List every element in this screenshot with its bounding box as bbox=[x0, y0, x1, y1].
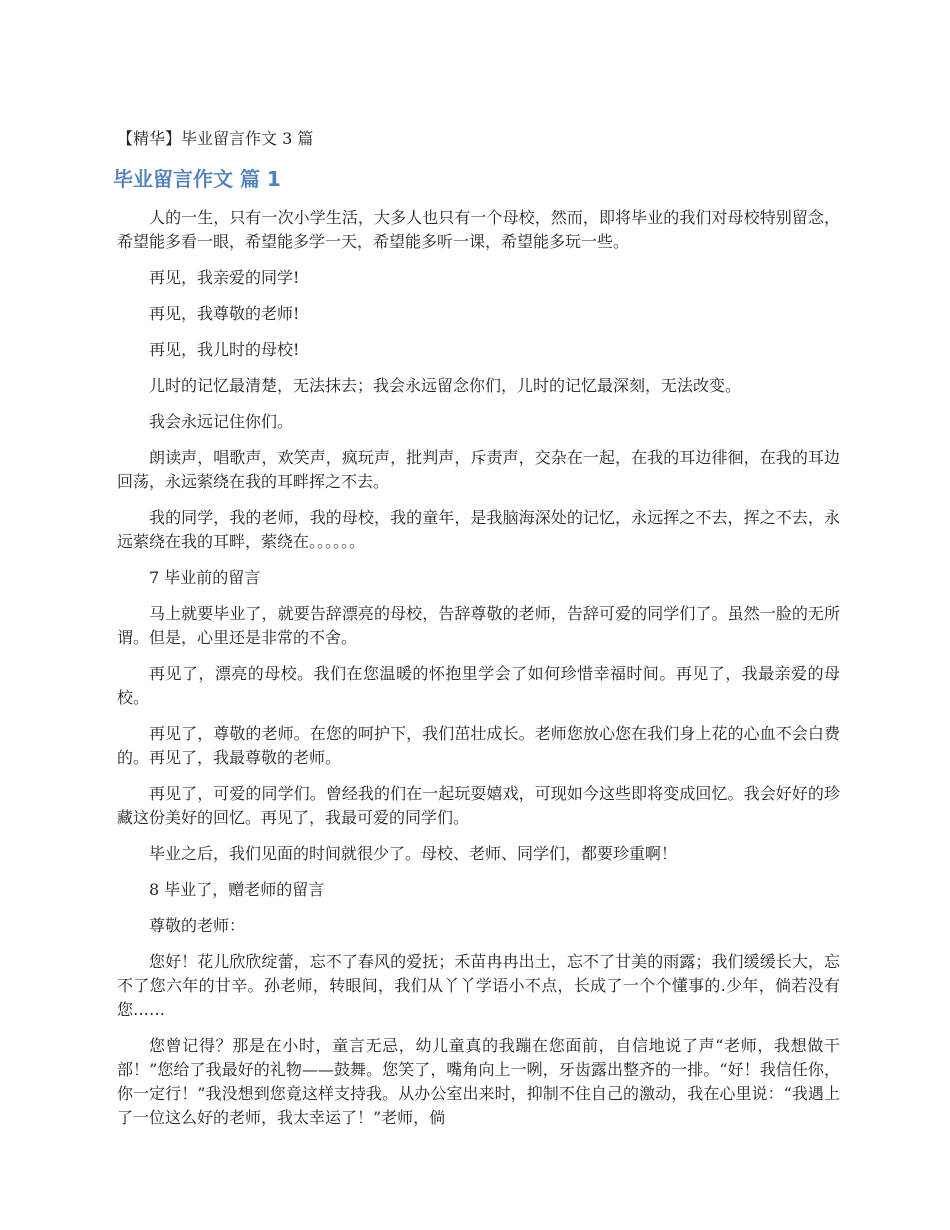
paragraph: 我会永远记住你们。 bbox=[149, 412, 294, 431]
paragraph: 毕业之后，我们见面的时间就很少了。母校、老师、同学们，都要珍重啊！ bbox=[149, 844, 678, 863]
paragraph: 再见，我儿时的母校! bbox=[149, 340, 300, 359]
paragraph: 再见，我尊敬的老师! bbox=[149, 304, 300, 323]
paragraph: 再见了，可爱的同学们。曾经我的们在一起玩耍嬉戏，可现如今这些即将变成回忆。我会好好的珍藏这份美好的回忆。再见了，我最可爱的同学们。 bbox=[117, 784, 840, 827]
subheading: 8 毕业了，赠老师的留言 bbox=[149, 880, 325, 899]
document-body bbox=[117, 206, 840, 1142]
paragraph: 您曾记得？那是在小时，童言无忌，幼儿童真的我蹦在您面前，自信地说了声“老师，我想做干部！”您给了我最好的礼物——鼓舞。您笑了，嘴角向上一咧，牙齿露出整齐的一排。“好！我信任你，你一定行！”我没想到您竟这样支持我。从办公室出来时，抑制不住自己的激动，我在心里说：“我遇上了一位这么好的老师，我太幸运了！”老师，倘 bbox=[117, 1036, 840, 1127]
paragraph: 朗读声，唱歌声，欢笑声，疯玩声，批判声，斥责声，交杂在一起，在我的耳边徘徊，在我的耳边回荡，永远萦绕在我的耳畔挥之不去。 bbox=[117, 448, 840, 491]
paragraph: 再见了，尊敬的老师。在您的呵护下，我们茁壮成长。老师您放心您在我们身上花的心血不会白费的。再见了，我最尊敬的老师。 bbox=[117, 724, 840, 767]
paragraph: 再见了，漂亮的母校。我们在您温暖的怀抱里学会了如何珍惜幸福时间。再见了，我最亲爱的母校。 bbox=[117, 664, 840, 707]
section-heading: 毕业留言作文 篇 1 bbox=[113, 167, 281, 191]
paragraph: 人的一生，只有一次小学生活，大多人也只有一个母校，然而，即将毕业的我们对母校特别留念，希望能多看一眼，希望能多学一天，希望能多听一课，希望能多玩一些。 bbox=[117, 208, 840, 251]
document-title: 【精华】毕业留言作文 3 篇 bbox=[117, 129, 314, 148]
paragraph: 我的同学，我的老师，我的母校，我的童年，是我脑海深处的记忆，永远挥之不去，挥之不去，永远萦绕在我的耳畔，萦绕在。。。。。。 bbox=[117, 508, 840, 551]
paragraph: 您好！花儿欣欣绽蕾，忘不了春风的爱抚；禾苗冉冉出土，忘不了甘美的雨露；我们缓缓长大，忘不了您六年的甘辛。孙老师，转眼间，我们从丫丫学语小不点，长成了一个个懂事的.少年，倘若没有您…… bbox=[117, 952, 840, 1019]
paragraph: 尊敬的老师： bbox=[149, 916, 246, 935]
paragraph: 再见，我亲爱的同学! bbox=[149, 268, 300, 287]
paragraph: 马上就要毕业了，就要告辞漂亮的母校，告辞尊敬的老师，告辞可爱的同学们了。虽然一脸的无所谓。但是，心里还是非常的不舍。 bbox=[117, 604, 840, 647]
paragraph: 儿时的记忆最清楚，无法抹去；我会永远留念你们，儿时的记忆最深刻，无法改变。 bbox=[149, 376, 742, 395]
subheading: 7 毕业前的留言 bbox=[149, 568, 261, 587]
